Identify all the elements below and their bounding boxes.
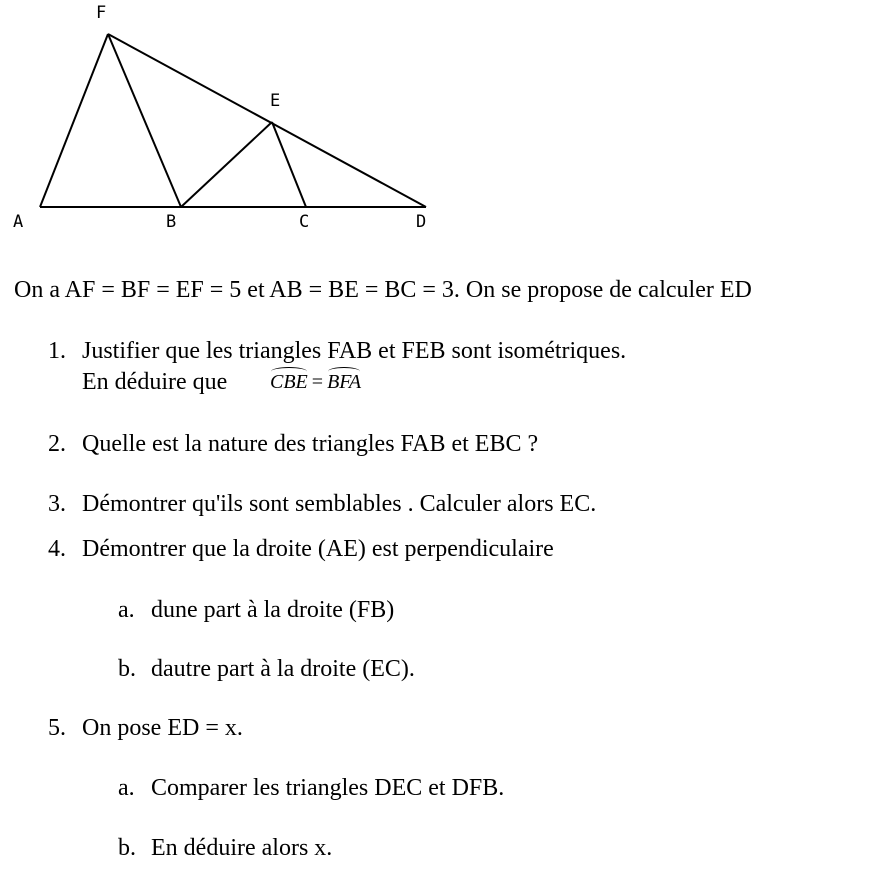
q4b-letter: b.: [118, 656, 136, 682]
angle-bfa: BFA: [327, 371, 362, 393]
q5a-text: Comparer les triangles DEC et DFB.: [151, 775, 505, 801]
point-label-D: D: [416, 212, 427, 232]
point-label-C: C: [299, 212, 310, 232]
segment-BE: [181, 122, 272, 207]
angle-eq-sign: =: [311, 371, 324, 393]
q5-number: 5.: [48, 715, 66, 741]
angle-cbe: CBE: [270, 371, 308, 393]
q4a-text: dune part à la droite (FB): [151, 597, 395, 623]
q2-number: 2.: [48, 431, 66, 457]
q4a-letter: a.: [118, 597, 135, 623]
q3-number: 3.: [48, 491, 66, 517]
q4b-text: dautre part à la droite (EC).: [151, 656, 415, 682]
q5-text: On pose ED = x.: [82, 715, 243, 741]
point-label-F: F: [96, 3, 107, 23]
angle-equality: [270, 371, 361, 394]
segment-EC: [272, 122, 306, 207]
q1-number: 1.: [48, 338, 66, 364]
q5b-letter: b.: [118, 835, 136, 861]
q5a-letter: a.: [118, 775, 135, 801]
point-label-B: B: [166, 212, 177, 232]
q4-number: 4.: [48, 536, 66, 562]
segment-AF: [40, 34, 108, 207]
q5b-text: En déduire alors x.: [151, 835, 333, 861]
segment-FD: [108, 34, 426, 207]
problem-statement: On a AF = BF = EF = 5 et AB = BE = BC = 3. On se propose de calculer ED: [14, 277, 752, 303]
q1-text: Justifier que les triangles FAB et FEB sont isométriques.: [82, 338, 627, 364]
q2-text: Quelle est la nature des triangles FAB et EBC ?: [82, 431, 539, 457]
point-label-A: A: [13, 212, 24, 232]
geometry-figure: [0, 0, 460, 240]
segment-FB: [108, 34, 181, 207]
q3-text: Démontrer qu'ils sont semblables . Calculer alors EC.: [82, 491, 597, 517]
point-label-E: E: [270, 91, 281, 111]
q1-deduce-text: En déduire que: [82, 369, 228, 395]
q4-text: Démontrer que la droite (AE) est perpendiculaire: [82, 536, 554, 562]
